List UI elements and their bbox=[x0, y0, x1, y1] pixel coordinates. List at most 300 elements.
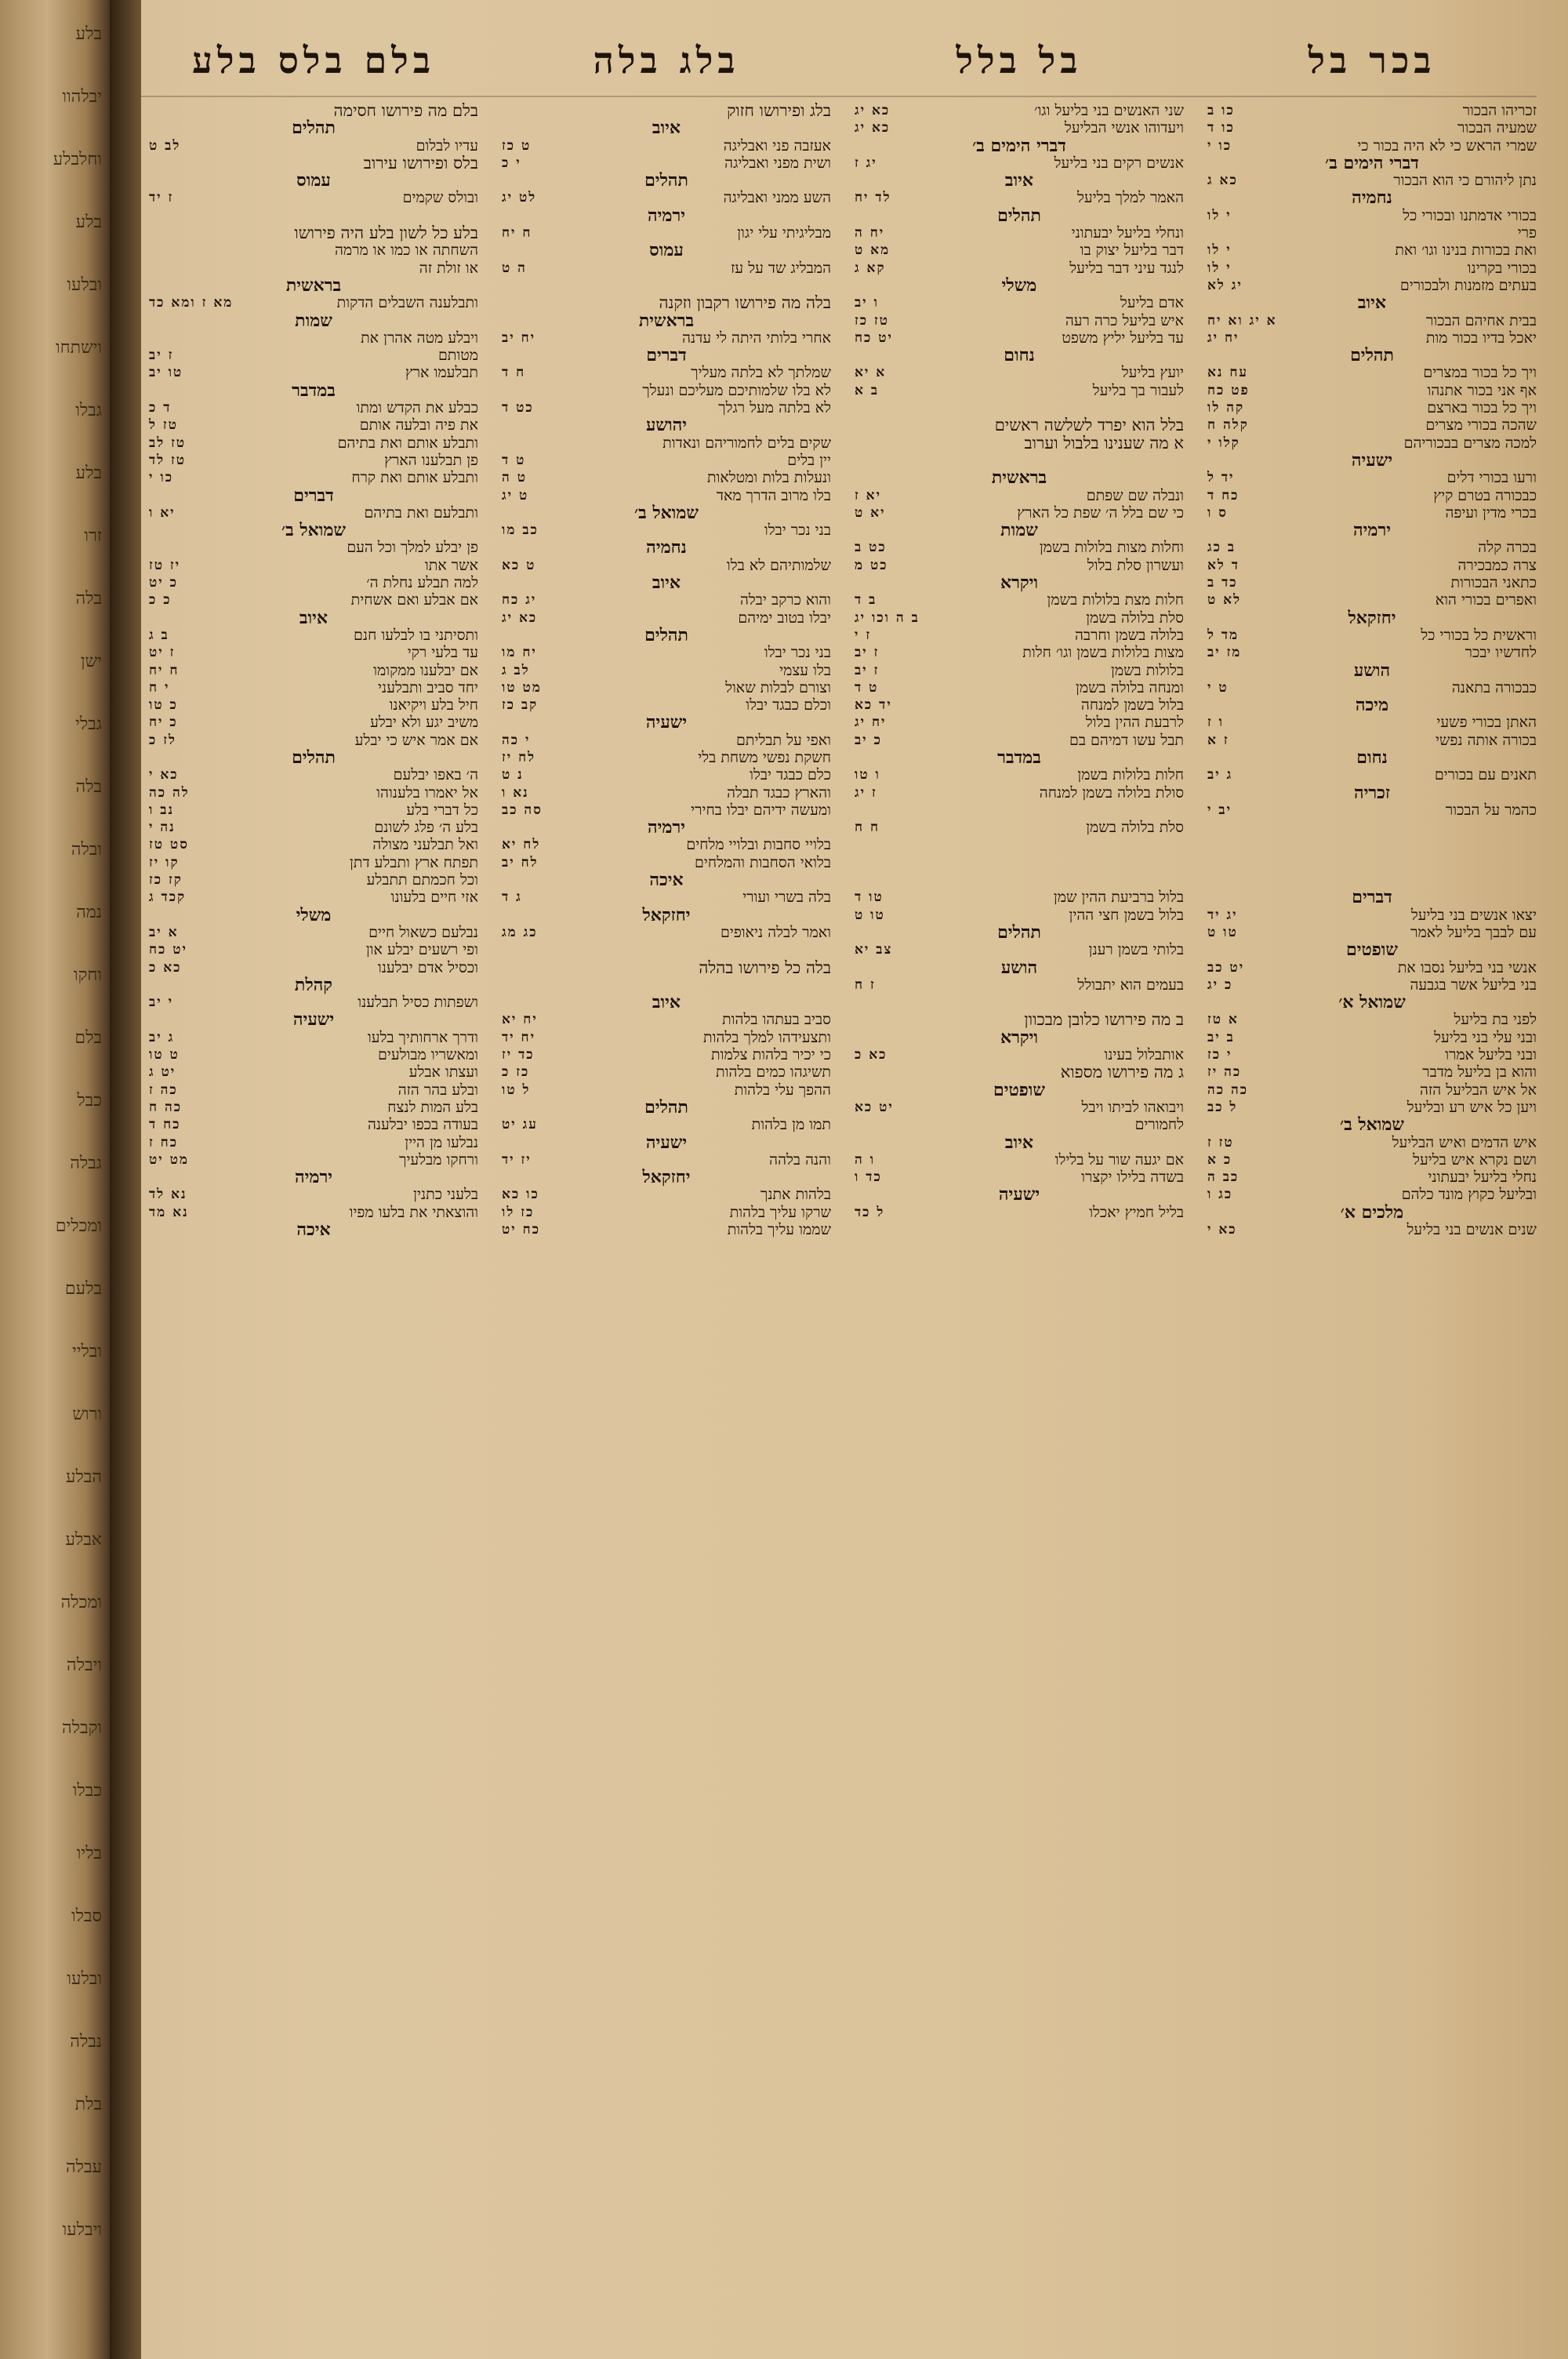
verse-reference: א יג וא יח bbox=[1207, 312, 1277, 329]
line-text: בכורי אדמתנו ובכורי כל bbox=[1403, 206, 1537, 224]
concordance-line bbox=[149, 557, 478, 574]
verse-reference: ט ד bbox=[502, 452, 526, 468]
concordance-line bbox=[502, 1063, 831, 1081]
concordance-line bbox=[1207, 1011, 1537, 1028]
book-heading bbox=[1207, 293, 1537, 314]
previous-page-fragment: גבלי bbox=[75, 714, 102, 734]
line-text: שופטים bbox=[1346, 940, 1398, 961]
line-text: ועצתו אבלע bbox=[408, 1063, 478, 1081]
book-heading bbox=[502, 904, 831, 925]
book-heading bbox=[1207, 449, 1537, 471]
line-text: והוצאתי את בלעו מפיו bbox=[349, 1203, 478, 1221]
concordance-line bbox=[1207, 591, 1537, 609]
verse-reference: טז ל bbox=[149, 417, 178, 434]
book-heading bbox=[855, 1134, 1184, 1151]
line-text: ויען כל איש רע ובליעל bbox=[1406, 1098, 1537, 1116]
concordance-line bbox=[149, 329, 478, 347]
previous-page-fragment: ובלעו bbox=[67, 275, 102, 295]
verse-reference: ד לא bbox=[1207, 557, 1240, 573]
concordance-line bbox=[1207, 224, 1537, 242]
line-text: מבליגיתי עלי יגון bbox=[737, 224, 831, 242]
book-heading bbox=[1207, 347, 1537, 364]
verse-reference: קלו י bbox=[1207, 434, 1240, 451]
line-text: חשקת נפשי משחת בלי bbox=[698, 748, 831, 766]
concordance-line bbox=[502, 189, 831, 206]
line-text: בראשית bbox=[638, 310, 695, 331]
verse-reference: ל כד bbox=[855, 1204, 885, 1220]
line-text: את פיה ובלעה אותם bbox=[359, 416, 478, 434]
line-text: אל איש הבליעל הזה bbox=[1420, 1081, 1537, 1099]
verse-reference: יא ט bbox=[855, 504, 886, 521]
verse-reference: ז יב bbox=[149, 347, 174, 364]
line-text: בלה כל פירושו בהלה bbox=[699, 958, 831, 977]
line-text: שהכה בכורי מצרים bbox=[1425, 416, 1537, 434]
concordance-line bbox=[502, 591, 831, 609]
verse-reference: ג יב bbox=[1207, 767, 1233, 783]
concordance-line bbox=[502, 1151, 831, 1169]
book-heading bbox=[1207, 749, 1537, 766]
book-heading bbox=[502, 624, 831, 645]
concordance-line bbox=[1207, 1046, 1537, 1063]
concordance-line bbox=[502, 277, 831, 294]
verse-reference: יז יד bbox=[502, 1151, 532, 1168]
book-heading bbox=[502, 416, 831, 434]
verse-reference: כד יז bbox=[502, 1047, 535, 1063]
concordance-line bbox=[855, 679, 1184, 696]
concordance-line bbox=[1207, 382, 1537, 399]
line-text: איכה bbox=[649, 870, 684, 891]
concordance-line bbox=[855, 1099, 1184, 1116]
line-text: והוא בן בליעל מדבר bbox=[1422, 1063, 1537, 1081]
concordance-line bbox=[149, 627, 478, 644]
book-gutter bbox=[110, 0, 141, 2359]
line-text: ה׳ באפו יבלעם bbox=[393, 766, 478, 784]
line-text: זכריה bbox=[1353, 782, 1391, 803]
verse-reference: כח ד bbox=[1207, 487, 1240, 503]
line-text: תמו מן בלהות bbox=[751, 1116, 831, 1134]
line-text: בעתים מזמנות ולבכורים bbox=[1399, 276, 1537, 294]
line-text: ירמיה bbox=[294, 1167, 333, 1188]
line-text: מלכים א׳ bbox=[1340, 1201, 1404, 1223]
verse-reference: סט טז bbox=[149, 837, 189, 853]
verse-reference: כ יג bbox=[1207, 976, 1233, 993]
verse-reference: לד יח bbox=[855, 190, 891, 206]
concordance-line bbox=[1207, 364, 1537, 381]
verse-reference: א טז bbox=[1207, 1012, 1239, 1028]
verse-reference: לח יא bbox=[502, 837, 541, 853]
line-text: שמואל ב׳ bbox=[1339, 1114, 1405, 1136]
line-text: פרי bbox=[1517, 224, 1537, 242]
verse-reference: כא ג bbox=[1207, 173, 1238, 189]
verse-reference: כו י bbox=[149, 470, 174, 486]
line-text: ובני בליעל אמרו bbox=[1445, 1046, 1537, 1064]
line-text: אחרי בלותי היתה לי עדנה bbox=[682, 329, 831, 347]
concordance-line bbox=[855, 119, 1184, 136]
line-text: למה תבלע נחלת ה׳ bbox=[366, 574, 478, 592]
concordance-line bbox=[1207, 679, 1537, 696]
verse-reference: עג יט bbox=[502, 1117, 538, 1133]
line-text: בלותי בשמן רענן bbox=[1088, 941, 1184, 959]
verse-reference: מד ל bbox=[1207, 627, 1240, 643]
concordance-line bbox=[855, 784, 1184, 801]
concordance-line bbox=[1207, 644, 1537, 661]
concordance-line bbox=[149, 854, 478, 871]
line-text: נבלעם כשאול חיים bbox=[368, 923, 478, 941]
verse-reference: יג ז bbox=[855, 154, 877, 171]
line-text: ויך כל בכור בארצם bbox=[1427, 399, 1537, 417]
book-heading bbox=[1207, 662, 1537, 679]
verse-reference: כא י bbox=[1207, 1222, 1237, 1238]
verse-reference: כא י bbox=[149, 767, 179, 783]
verse-reference: יט כב bbox=[1207, 959, 1245, 976]
line-text: לעבור בך בליעל bbox=[1092, 381, 1184, 399]
concordance-line bbox=[149, 539, 478, 556]
line-text: כבכורה בתאנה bbox=[1451, 678, 1537, 696]
line-text: חיל בלע ויקיאנו bbox=[389, 696, 478, 714]
concordance-line bbox=[149, 364, 478, 381]
line-text: מצות בלולות בשמן וגו׳ חלות bbox=[1022, 644, 1184, 662]
previous-page-fragment: אבלע bbox=[65, 1530, 102, 1550]
concordance-line bbox=[502, 1011, 831, 1028]
line-text: איש בליעל כרה רעה bbox=[1065, 311, 1184, 329]
line-text: עם לבבך בליעל לאמר bbox=[1410, 923, 1537, 941]
verse-reference: טו יב bbox=[149, 365, 183, 381]
concordance-line bbox=[502, 662, 831, 679]
line-text: אדם בליעל bbox=[1120, 294, 1184, 312]
concordance-line bbox=[1207, 871, 1537, 889]
verse-reference: ד כ bbox=[149, 400, 172, 416]
verse-reference: י ח bbox=[149, 679, 170, 696]
line-text: תאנים עם בכורים bbox=[1434, 766, 1537, 784]
concordance-line bbox=[149, 1063, 478, 1081]
verse-reference: יד ל bbox=[1207, 470, 1235, 486]
concordance-line bbox=[855, 854, 1184, 871]
verse-reference: כא כ bbox=[855, 1047, 887, 1063]
line-text: ויעדוהו אנשי הבליעל bbox=[1064, 119, 1184, 137]
verse-reference: י כ bbox=[502, 154, 521, 171]
book-heading bbox=[149, 382, 478, 399]
line-text: בליל חמיץ יאכלו bbox=[1089, 1203, 1184, 1221]
verse-reference: טז לד bbox=[149, 452, 187, 468]
book-heading bbox=[502, 1134, 831, 1151]
line-text: בלולה בשמן וחרבה bbox=[1074, 626, 1184, 644]
verse-reference: כ כ bbox=[149, 592, 172, 609]
previous-page-fragment: ומכלה bbox=[60, 1593, 102, 1612]
concordance-line bbox=[1207, 1063, 1537, 1081]
concordance-line bbox=[1207, 172, 1537, 189]
previous-page-fragment: וחלבלע bbox=[53, 150, 102, 169]
line-text: קהלת bbox=[294, 974, 333, 995]
header-column-3: בלג בלה bbox=[593, 39, 740, 82]
line-text: עד בלעי רקי bbox=[407, 644, 478, 662]
concordance-line bbox=[502, 1029, 831, 1046]
concordance-line bbox=[502, 260, 831, 277]
concordance-line bbox=[1207, 1186, 1537, 1203]
book-heading bbox=[855, 1029, 1184, 1046]
concordance-line bbox=[1207, 627, 1537, 644]
concordance-line bbox=[149, 399, 478, 416]
line-text: אם יבלענו ממקומו bbox=[373, 661, 478, 679]
line-text: תהלים bbox=[644, 624, 688, 645]
book-heading bbox=[502, 819, 831, 836]
verse-reference: ז א bbox=[1207, 732, 1229, 748]
book-heading bbox=[1207, 522, 1537, 539]
line-text: נחמיה bbox=[1352, 187, 1392, 209]
concordance-line bbox=[502, 644, 831, 661]
verse-reference: נא לד bbox=[149, 1187, 187, 1203]
line-text: ושית מפני ואבליגה bbox=[724, 154, 831, 172]
concordance-line bbox=[855, 994, 1184, 1011]
verse-reference: ב כג bbox=[1207, 540, 1236, 556]
concordance-line bbox=[502, 382, 831, 399]
concordance-line bbox=[1207, 207, 1537, 224]
verse-reference: לה כה bbox=[149, 784, 190, 801]
book-heading bbox=[149, 172, 478, 189]
line-text: בלג ופירושו חזוק bbox=[727, 102, 831, 120]
concordance-line bbox=[1207, 1081, 1537, 1099]
concordance-line bbox=[149, 1099, 478, 1116]
line-text: ודרך ארחותיך בלעו bbox=[367, 1028, 478, 1046]
verse-reference: פט כח bbox=[1207, 382, 1250, 398]
verse-reference: נב ו bbox=[149, 801, 174, 818]
concordance-line bbox=[1207, 766, 1537, 783]
line-text: סביב בעתהו בלהות bbox=[722, 1011, 831, 1029]
verse-reference: יג כח bbox=[502, 592, 537, 609]
line-text: בשדה בלילו יקצרו bbox=[1081, 1169, 1184, 1187]
verse-reference: טו ט bbox=[855, 907, 885, 923]
book-heading bbox=[855, 749, 1184, 766]
book-heading bbox=[149, 522, 478, 539]
line-text: בני בליעל אשר בגבעה bbox=[1410, 976, 1537, 994]
line-text: תהלים bbox=[997, 205, 1041, 226]
concordance-line bbox=[149, 416, 478, 434]
previous-page-fragment: זרו bbox=[84, 526, 102, 546]
line-text: יחזקאל bbox=[642, 904, 691, 925]
verse-reference: י לו bbox=[1207, 260, 1232, 276]
verse-reference: י יב bbox=[149, 994, 174, 1011]
verse-reference: ז יד bbox=[149, 190, 174, 206]
concordance-line bbox=[1207, 416, 1537, 434]
line-text: שרקו עליך בלהות bbox=[729, 1203, 831, 1221]
concordance-line bbox=[149, 889, 478, 906]
concordance-line bbox=[149, 1204, 478, 1221]
book-heading bbox=[502, 572, 831, 594]
verse-reference: כח ד bbox=[149, 1117, 181, 1133]
book-heading bbox=[855, 572, 1184, 594]
line-text: עדיו לבלום bbox=[416, 136, 478, 154]
concordance-line bbox=[855, 329, 1184, 347]
previous-page-fragment: ובלעו bbox=[67, 1969, 102, 1989]
concordance-line bbox=[855, 382, 1184, 399]
line-text: ופי רשעים יבלע און bbox=[365, 941, 478, 959]
line-text: בלע כל לשון בלע היה פירושו bbox=[294, 224, 478, 243]
line-text: מיכה bbox=[1355, 695, 1389, 716]
book-heading bbox=[149, 749, 478, 766]
line-text: כתאני הבכורות bbox=[1450, 574, 1537, 592]
line-text: ויבואהו לביתו ויבל bbox=[1081, 1098, 1184, 1116]
book-heading bbox=[149, 976, 478, 994]
previous-page-edge bbox=[0, 0, 110, 2359]
concordance-line bbox=[502, 784, 831, 801]
concordance-line bbox=[149, 732, 478, 749]
column-1 bbox=[1207, 102, 1537, 2329]
line-text: שמלתך לא בלתה מעליך bbox=[691, 364, 831, 382]
line-text: השע ממני ואבליגה bbox=[723, 189, 831, 207]
line-text: כבכורה בטרם קיץ bbox=[1433, 486, 1537, 504]
line-text: לנגד עיני דבר בליעל bbox=[1069, 259, 1184, 277]
line-text: ישעיה bbox=[292, 1009, 335, 1030]
verse-reference: לח יז bbox=[502, 749, 536, 765]
line-text: דברים bbox=[293, 485, 334, 506]
line-text: בעודה בכפו יבלענה bbox=[367, 1116, 478, 1134]
book-heading bbox=[149, 487, 478, 504]
line-text: שמואל ב׳ bbox=[633, 502, 699, 523]
concordance-line bbox=[855, 732, 1184, 749]
concordance-line bbox=[855, 627, 1184, 644]
line-text: בכרה קלה bbox=[1478, 539, 1537, 557]
line-text: ובני עלי בני בליעל bbox=[1434, 1028, 1537, 1046]
book-heading bbox=[855, 921, 1184, 943]
line-text: בלעני כתנין bbox=[413, 1186, 478, 1204]
line-text: אותבלול בעינו bbox=[1104, 1046, 1184, 1064]
concordance-line bbox=[502, 364, 831, 381]
verse-reference: מט יט bbox=[149, 1151, 189, 1168]
line-text: אנשים רקים בני בליעל bbox=[1054, 154, 1184, 172]
concordance-line bbox=[1207, 557, 1537, 574]
verse-reference: כט מ bbox=[855, 557, 888, 573]
line-text: ישעיה bbox=[645, 712, 688, 733]
line-text: ונחלי בליעל יבעתוני bbox=[1071, 224, 1184, 242]
line-text: נחום bbox=[1004, 345, 1035, 366]
book-heading bbox=[502, 871, 831, 889]
line-text: הושע bbox=[1000, 957, 1038, 978]
line-text: שמות bbox=[295, 310, 332, 331]
line-text: ואפרים בכורי הוא bbox=[1435, 591, 1537, 609]
previous-page-fragment: בלת bbox=[74, 2095, 102, 2114]
verse-reference: טז ז bbox=[1207, 1134, 1234, 1150]
concordance-line bbox=[149, 469, 478, 486]
header-column-2: בל בלל bbox=[956, 39, 1083, 82]
previous-page-fragment: ויבלה bbox=[67, 1656, 102, 1675]
line-text: ושפתות כסיל תבלענו bbox=[358, 994, 478, 1012]
line-text: וחלות מצות בלולות בשמן bbox=[1039, 539, 1184, 557]
line-text: תבלעמו ארץ bbox=[405, 364, 478, 382]
verse-reference: כח ז bbox=[149, 1134, 179, 1150]
verse-reference: כו ב bbox=[1207, 103, 1235, 118]
verse-reference: יח ה bbox=[855, 225, 885, 242]
book-heading bbox=[1207, 696, 1537, 714]
line-text: בראשית bbox=[285, 274, 342, 296]
verse-reference: ו יב bbox=[855, 295, 879, 311]
verse-reference: יח יב bbox=[502, 329, 536, 346]
previous-page-fragment: כבל bbox=[77, 1091, 102, 1110]
line-text: שקים בלים לחמוריהם ונאדות bbox=[662, 434, 831, 452]
verse-reference: לז כ bbox=[149, 732, 176, 748]
line-text: ובלע בהר הזה bbox=[397, 1081, 478, 1099]
line-text: וראשית כל בכורי כל bbox=[1421, 626, 1537, 644]
line-text: משיב יגע ולא יבלע bbox=[370, 714, 478, 732]
verse-reference: כה ז bbox=[149, 1081, 178, 1098]
verse-reference: ח יח bbox=[502, 225, 532, 242]
verse-reference: ב ה וכו יג bbox=[855, 609, 920, 626]
verse-reference: כט ב bbox=[855, 540, 887, 556]
book-heading bbox=[855, 522, 1184, 539]
line-text: יחזקאל bbox=[642, 1167, 691, 1188]
concordance-line bbox=[855, 102, 1184, 119]
previous-page-fragment: בלע bbox=[75, 213, 102, 232]
book-heading bbox=[502, 207, 831, 224]
concordance-line bbox=[1207, 574, 1537, 591]
book-heading bbox=[149, 1011, 478, 1028]
verse-reference: יב י bbox=[1207, 801, 1232, 818]
concordance-line bbox=[502, 137, 831, 154]
verse-reference: ז יט bbox=[149, 645, 176, 661]
concordance-line bbox=[502, 679, 831, 696]
verse-reference: ט י bbox=[1207, 679, 1229, 696]
line-text: חלות מצת בלולות בשמן bbox=[1047, 591, 1184, 609]
line-text: אזי חיים בלעונו bbox=[390, 889, 478, 907]
concordance-line bbox=[149, 504, 478, 522]
line-text: כהמר על הבכור bbox=[1445, 801, 1537, 819]
concordance-line bbox=[855, 1151, 1184, 1169]
previous-page-fragment: ובלה bbox=[71, 840, 102, 860]
line-text: ומנחה בלולה בשמן bbox=[1076, 678, 1184, 696]
concordance-line bbox=[1207, 312, 1537, 329]
verse-reference: טו ד bbox=[855, 889, 884, 906]
line-text: אם אבלע ואם אשחית bbox=[350, 591, 478, 609]
line-text: וכסיל אדם יבלענו bbox=[377, 958, 478, 976]
verse-reference: לא ט bbox=[1207, 592, 1242, 609]
line-text: ותצעידהו למלך בלהות bbox=[703, 1028, 831, 1046]
previous-page-fragment: נבלה bbox=[70, 2032, 102, 2052]
concordance-line bbox=[855, 644, 1184, 661]
line-text: בלול ברביעת ההין שמן bbox=[1053, 889, 1184, 907]
concordance-line bbox=[855, 1116, 1184, 1133]
verse-reference: כב ה bbox=[1207, 1169, 1240, 1186]
concordance-line bbox=[149, 941, 478, 958]
concordance-line bbox=[149, 662, 478, 679]
verse-reference: כ יב bbox=[855, 732, 882, 748]
concordance-line bbox=[855, 154, 1184, 172]
line-text: הושע bbox=[1353, 660, 1391, 681]
verse-reference: מט טו bbox=[502, 679, 542, 696]
line-text: איוב bbox=[652, 118, 681, 139]
book-heading bbox=[1207, 609, 1537, 627]
concordance-line bbox=[502, 329, 831, 347]
previous-page-fragment: גבלו bbox=[75, 401, 102, 420]
concordance-line bbox=[855, 364, 1184, 381]
line-text: איוב bbox=[652, 992, 681, 1013]
verse-reference: נא מד bbox=[149, 1204, 189, 1220]
line-text: שמואל א׳ bbox=[1338, 992, 1406, 1013]
line-text: נחלי בליעל יבעתוני bbox=[1428, 1169, 1537, 1187]
line-text: לרבעת ההין בלול bbox=[1085, 714, 1184, 732]
verse-reference: קכד ג bbox=[149, 889, 187, 906]
line-text: אם אמר איש כי יבלע bbox=[354, 731, 478, 749]
verse-reference: ט כז bbox=[502, 137, 532, 154]
line-text: בלואי הסחבות והמלחים bbox=[695, 853, 831, 871]
line-text: תהלים bbox=[997, 921, 1041, 943]
verse-reference: ב ג bbox=[149, 627, 169, 643]
previous-page-fragment: נמה bbox=[76, 903, 102, 922]
line-text: וכלם כבגד יבלו bbox=[746, 696, 831, 714]
concordance-line bbox=[502, 732, 831, 749]
line-text: ישעיה bbox=[645, 1132, 688, 1153]
concordance-line bbox=[149, 207, 478, 224]
verse-reference: ב יב bbox=[1207, 1029, 1235, 1045]
line-text: לחמורים bbox=[1134, 1116, 1184, 1134]
concordance-line bbox=[1207, 487, 1537, 504]
